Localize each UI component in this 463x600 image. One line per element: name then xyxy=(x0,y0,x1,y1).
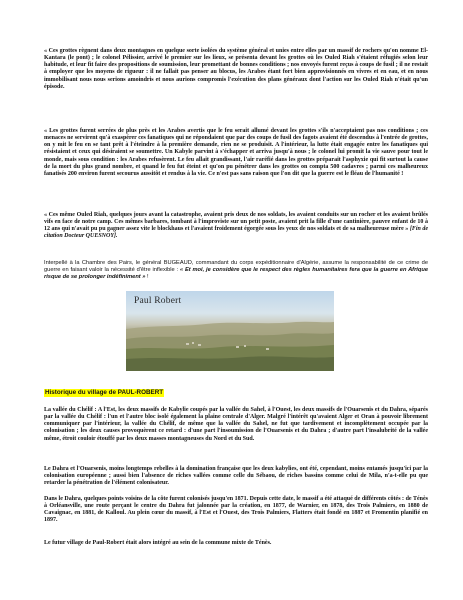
bugeaud-quote: « Et moi, je considère que le respect des règles humanitaires fera que la guerre en Afrique risque de se prolonger indéfiniment » xyxy=(44,267,428,280)
history-paragraph-chelif: La vallée du Chélif : A l'Est, les deux massifs de Kabylie coupés par la vallée du Sahel, à l'Ouest, les deux massifs de l'Ouarsenis et du Dahra, séparés par la vallée du Chélif : l'un et l'autre bloc isolé également la plaine centrale d'Alger. Malgré l'intérêt qu'avaient Alger et Oran à pouvoir librement communiquer par l'intérieur, la vallée du Chélif, de même que la vallée du Sahel, ne fut que tardivement et incomplètement occupée par la colonisation ; les deux causes provoquèrent ce retard : d'une part l'insoumission de l'Ouarsenis et du Dahra ; d'autre part l'insalubrité de la vallée même, étroit couloir étouffé par les deux masses montagneuses du Nord et du Sud. xyxy=(44,407,428,442)
quote-text: « Ces même Ouled Riah, quelques jours avant la catastrophe, avaient pris deux de nos soldats, les avaient conduits sur un rocher et les avaient brûlés vifs en face de notre camp. Ces mêmes barbares, tombant à l'improviste sur un petit poste, avaient prit la fille d'une cantinière, pauvre enfant de 10 à 12 ans qui n'avait pu pu gagner assez vite le blockhaus et l'avaient froidement égorgée sous les yeux de nos soldats et de sa malheureuse mère » xyxy=(44,212,428,233)
quote-paragraph-fire: « Les grottes furent serrées de plus près et les Arabes avertis que le feu serait allumé devant les grottes s'ils n'acceptaient pas nos conditions ; ces menaces ne servirent qu'à exaspérer ces fanatiques qui ne répondaient que par des coups de fusil des fagots avaient été descendus à l'entrée de grottes, on y mit le feu en se tant prêt à l'éteindre à la première demande, rien ne se produisit. A l'intérieur, la lutte était engagée entre les fanatiques qui résistaient et ceux qui désiraient se soumettre. Un Kabyle parvint à s'échapper et arriva jusqu'à nous ; le colonel lui promit la vie sauve pour tout le monde, mais sous condition : les Arabes refusèrent. Le feu allait grandissant, l'air raréfié dans les grottes préparait l'asphyxie qui fit surtout la cause de la mort du plus grand nombre, et quand le feu fut éteint et qu'on pu pénétrer dans les grottes on compta 500 cadavres ; parmi ces malheureux fanatisés 200 environ furent secourus aussitôt et rendus à la vie. Ce n'est pas sans raison que l'on dit que la guerre est le fléau de l'humanité ! xyxy=(44,128,428,177)
quote-paragraph-ouled-riah xyxy=(44,212,428,241)
citation-note: [Fin de citation Docteur QUESNOY]. xyxy=(44,226,428,240)
bugeaud-paragraph xyxy=(44,260,428,281)
bugeaud-end: ! xyxy=(145,274,149,280)
history-paragraph-dahra: Le Dahra et l'Ouarsenis, moins longtemps rebelles à la domination française que les deux kabylies, ont été, cependant, moins entamés jusqu'ici par la colonisation européenne ; aussi bien l'absence de riches vallées comme celle du Sébaou, de riches bassins comme celui de Mila, n'a-t-elle pu que retarder la pénétration de l'élément colonisateur. xyxy=(44,466,428,487)
photo-caption: Paul Robert xyxy=(134,296,182,306)
history-paragraph-commune: Le futur village de Paul-Robert était alors intégré au sein de la commune mixte de Ténès. xyxy=(44,540,272,546)
bugeaud-intro: Interpellé à la Chambre des Pairs, le général BUGEAUD, commandant du corps expéditionnaire d'Algérie, assume la responsabilité de ce crime de guerre en faisant valoir la nécessité d'être inflexible : xyxy=(44,260,428,273)
quote-paragraph-grottes: « Ces grottes règnent dans deux montagnes en quelque sorte isolées du système général et unies entre elles par un massif de rochers qu'on nomme El-Kantara (le pont) ; le colonel Pélissier, arrivé le premier sur les lieux, se présenta devant les grottes où les Ouled Riah s'étaient réfugiés selon leur habitude, et leur fit faire des propositions de soumission, leur promettant de bonnes conditions ; nos envoyés furent reçus à coups de fusil ; il ne restait à employer que les moyens de rigueur : il ne fallait pas penser au blocus, les Arabes étant fort bien approvisionnés en vivres et en eau, et en nous immobilisant nous nous serions amoindris et nous aurions compromis l'exécution des plans généraux dont l'action sur les Ouled Riah n'était qu'un épisode. xyxy=(44,48,428,90)
history-paragraph-colonisation: Dans le Dahra, quelques points voisins de la côte furent colonisés jusqu'en 1871. Depuis cette date, le massif a été attaqué de différents côtés : de Ténès à Orléansville, une route perçant le centre du Dahra fut jalonnée par la création, en 1877, de Warnier, en 1878, des Trois Palmiers, en 1880 de Cavaignac, en 1881, de Kalloul. Au plein cœur du massif, à l'Est et l'Ouest, des Trois Palmiers, Flatters était fondé en 1887 et Fromentin planifié en 1897. xyxy=(44,496,428,524)
landscape-photo xyxy=(126,291,334,371)
section-title-historique: Historique du village de PAUL-ROBERT xyxy=(45,389,164,396)
